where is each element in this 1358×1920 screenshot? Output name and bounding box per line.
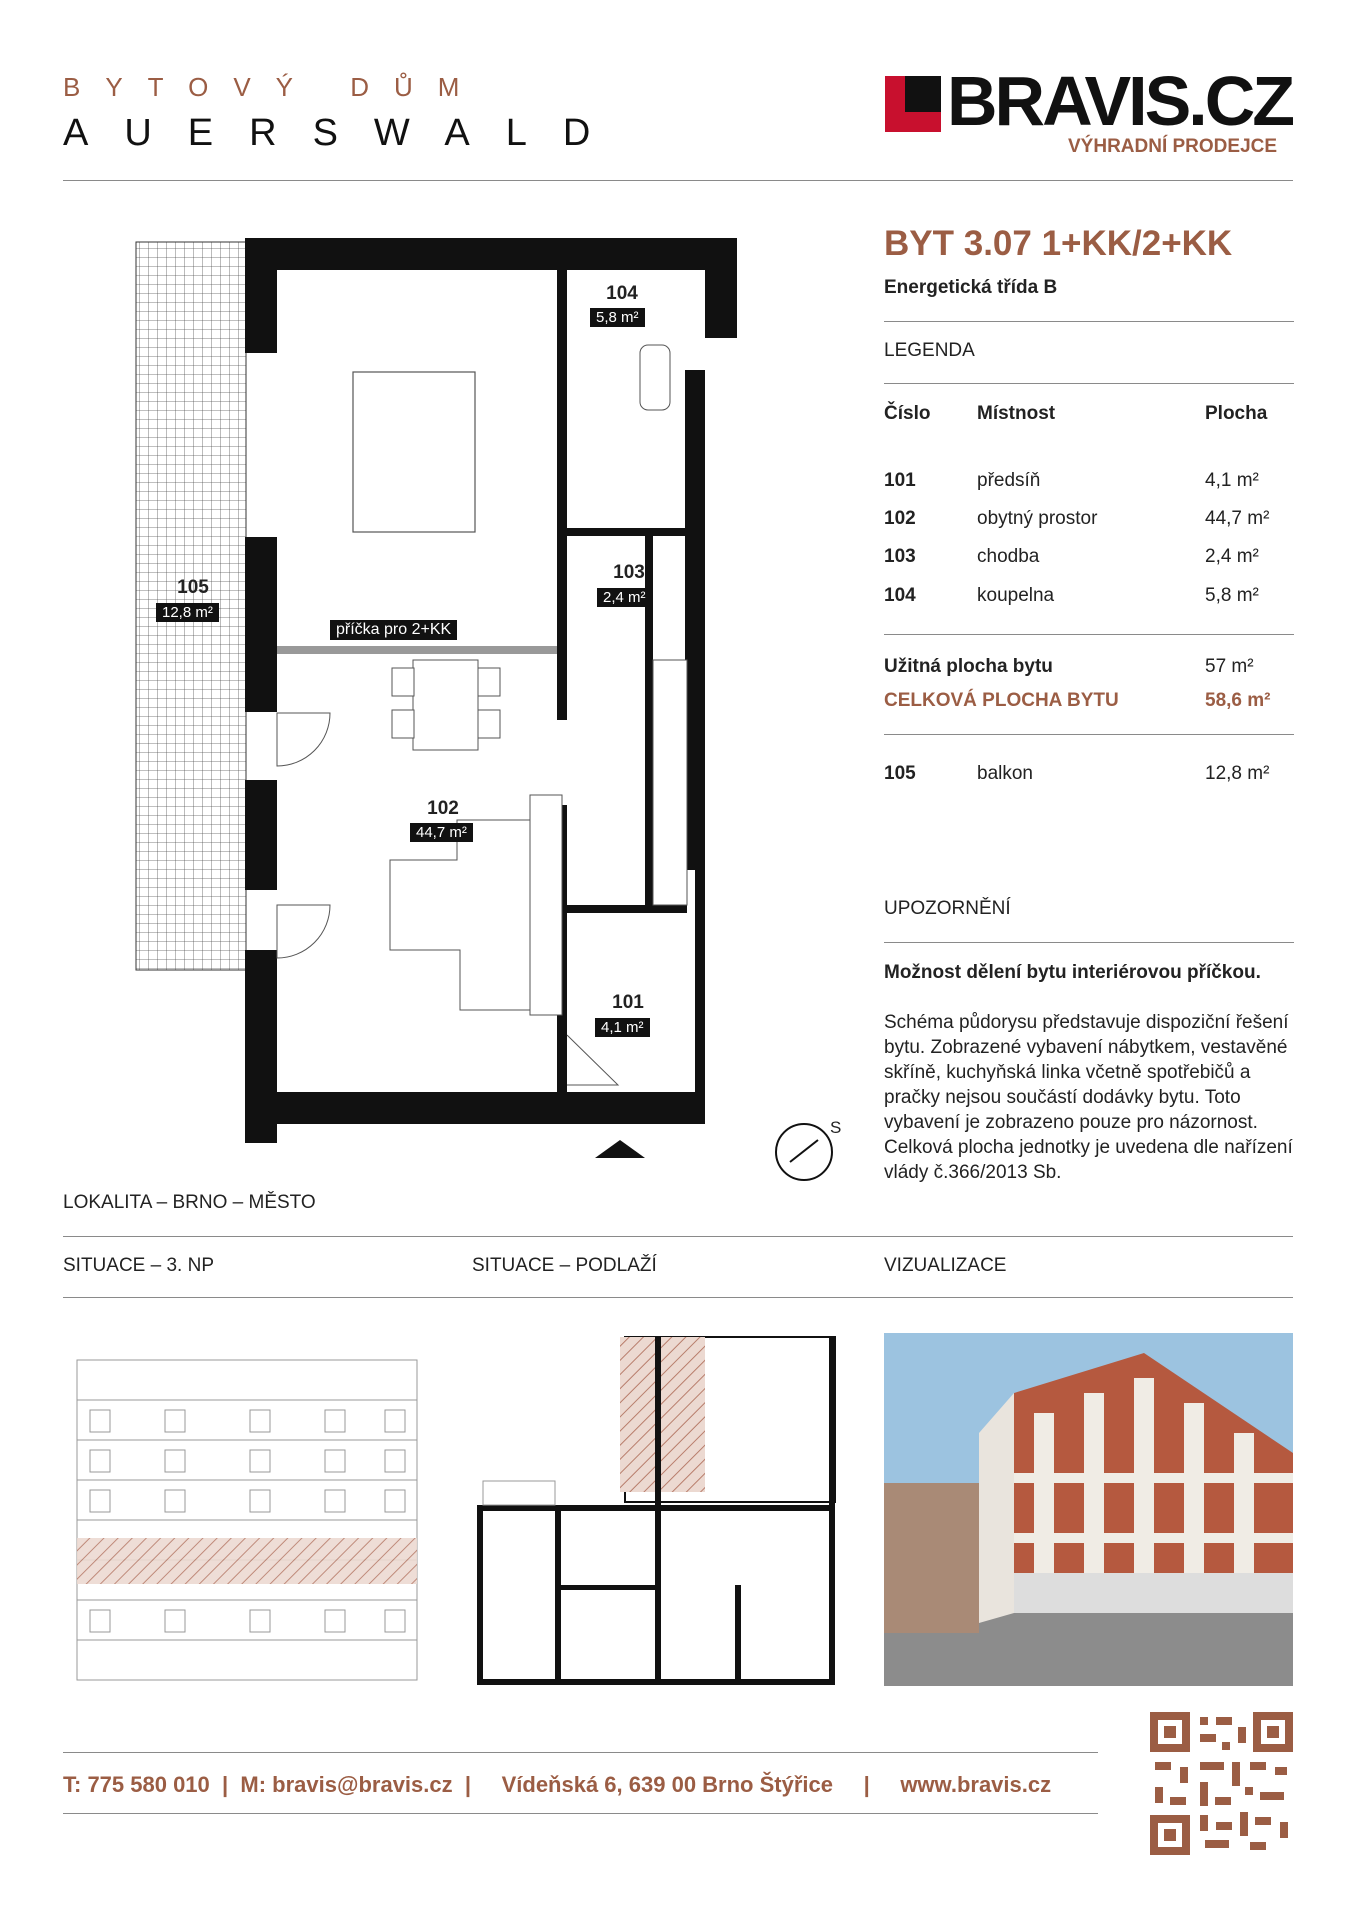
row-room: koupelna [977,585,1055,606]
divider [884,634,1294,635]
sofa [390,820,530,1010]
qr-code-icon[interactable] [1150,1712,1293,1855]
entrance-arrow [595,1140,645,1158]
room-area-101: 4,1 m² [595,1018,650,1037]
situation-basement-label: SITUACE – PODLAŽÍ [472,1255,657,1276]
row-room: obytný prostor [977,508,1098,529]
row-number: 104 [884,585,916,606]
situation-floor-label: SITUACE – 3. NP [63,1255,214,1276]
row-number: 103 [884,546,916,567]
divider [63,1236,1293,1237]
balcony-room: balkon [977,763,1033,784]
footer-web[interactable]: www.bravis.cz [900,1772,1052,1797]
col-room-header: Místnost [977,403,1056,424]
col-area-header: Plocha [1205,403,1268,424]
row-room: předsíň [977,470,1041,491]
bathtub [640,345,670,410]
divider [884,383,1294,384]
facade-drawing [75,1340,425,1685]
footer-sep: | [458,1772,496,1797]
footer-email[interactable]: M: bravis@bravis.cz [240,1772,453,1797]
balcony-area: 12,8 m² [1205,763,1270,784]
brand-tagline: VÝHRADNÍ PRODEJCE [1068,136,1278,157]
legend-heading: LEGENDA [884,340,975,361]
room-area-103: 2,4 m² [597,588,652,607]
footer-sep: | [839,1772,895,1797]
basement-plan [475,1335,840,1690]
divider [63,1752,1098,1753]
room-area-104: 5,8 m² [590,308,645,327]
brand-mark-icon [885,76,941,132]
row-number: 101 [884,470,916,491]
room-number-105: 105 [177,577,209,598]
partition-line [277,646,557,654]
room-number-103: 103 [613,562,645,583]
usable-area-label: Užitná plocha bytu [884,656,1053,677]
divider [884,734,1294,735]
footer-contact [63,1772,1051,1798]
footer-phone[interactable]: T: 775 580 010 [63,1772,210,1797]
building-subtitle: BYTOVÝ DŮM [63,72,485,102]
row-number: 102 [884,508,916,529]
room-area-102: 44,7 m² [410,823,473,842]
footer-address: Vídeňská 6, 639 00 Brno Štýřice [501,1772,833,1797]
locality-label: LOKALITA – BRNO – MĚSTO [63,1192,316,1213]
partition-label: příčka pro 2+KK [330,620,457,640]
balcony-number: 105 [884,763,916,784]
divider [63,1813,1098,1814]
dining-table [413,660,478,750]
room-number-102: 102 [427,798,459,819]
floor-plan [130,230,770,1160]
building-title: AUERSWALD [63,112,627,154]
room-number-101: 101 [612,992,644,1013]
notice-text: Schéma půdorysu představuje dispoziční řešení bytu. Zobrazené vybavení nábytkem, vestavěné skříně, kuchyňská linka včetně spotřebičů a pračky nejsou součástí dodávky bytu. Toto vybavení je zobrazeno pouze pro názornost. Celková plocha jednotky je uvedena dle nařízení vlády č.366/2013 Sb. [884,1012,1293,1183]
row-area: 5,8 m² [1205,585,1259,606]
brand-name: BRAVIS.CZ [947,62,1293,140]
visualization-label: VIZUALIZACE [884,1255,1007,1276]
room-number-104: 104 [606,283,638,304]
col-number-header: Číslo [884,403,931,424]
header-divider [63,180,1293,181]
row-area: 44,7 m² [1205,508,1270,529]
divider [884,942,1294,943]
usable-area-value: 57 m² [1205,656,1254,677]
total-area-value: 58,6 m² [1205,690,1271,711]
brand-logo[interactable] [885,62,1295,165]
footer-sep: | [215,1772,235,1797]
notice-bold: Možnost dělení bytu interiérovou příčkou. [884,962,1261,983]
row-area: 2,4 m² [1205,546,1259,567]
total-area-label: CELKOVÁ PLOCHA BYTU [884,690,1119,711]
notice-heading: UPOZORNĚNÍ [884,898,1011,919]
unit-title: BYT 3.07 1+KK/2+KK [884,224,1233,263]
building-visualization [884,1333,1293,1686]
row-area: 4,1 m² [1205,470,1259,491]
compass-label: S [830,1118,842,1137]
divider [884,321,1294,322]
energy-class: Energetická třída B [884,277,1058,298]
kitchen-counter [653,660,687,905]
room-area-105: 12,8 m² [156,603,219,622]
row-room: chodba [977,546,1040,567]
bed [353,372,475,532]
divider [63,1297,1293,1298]
